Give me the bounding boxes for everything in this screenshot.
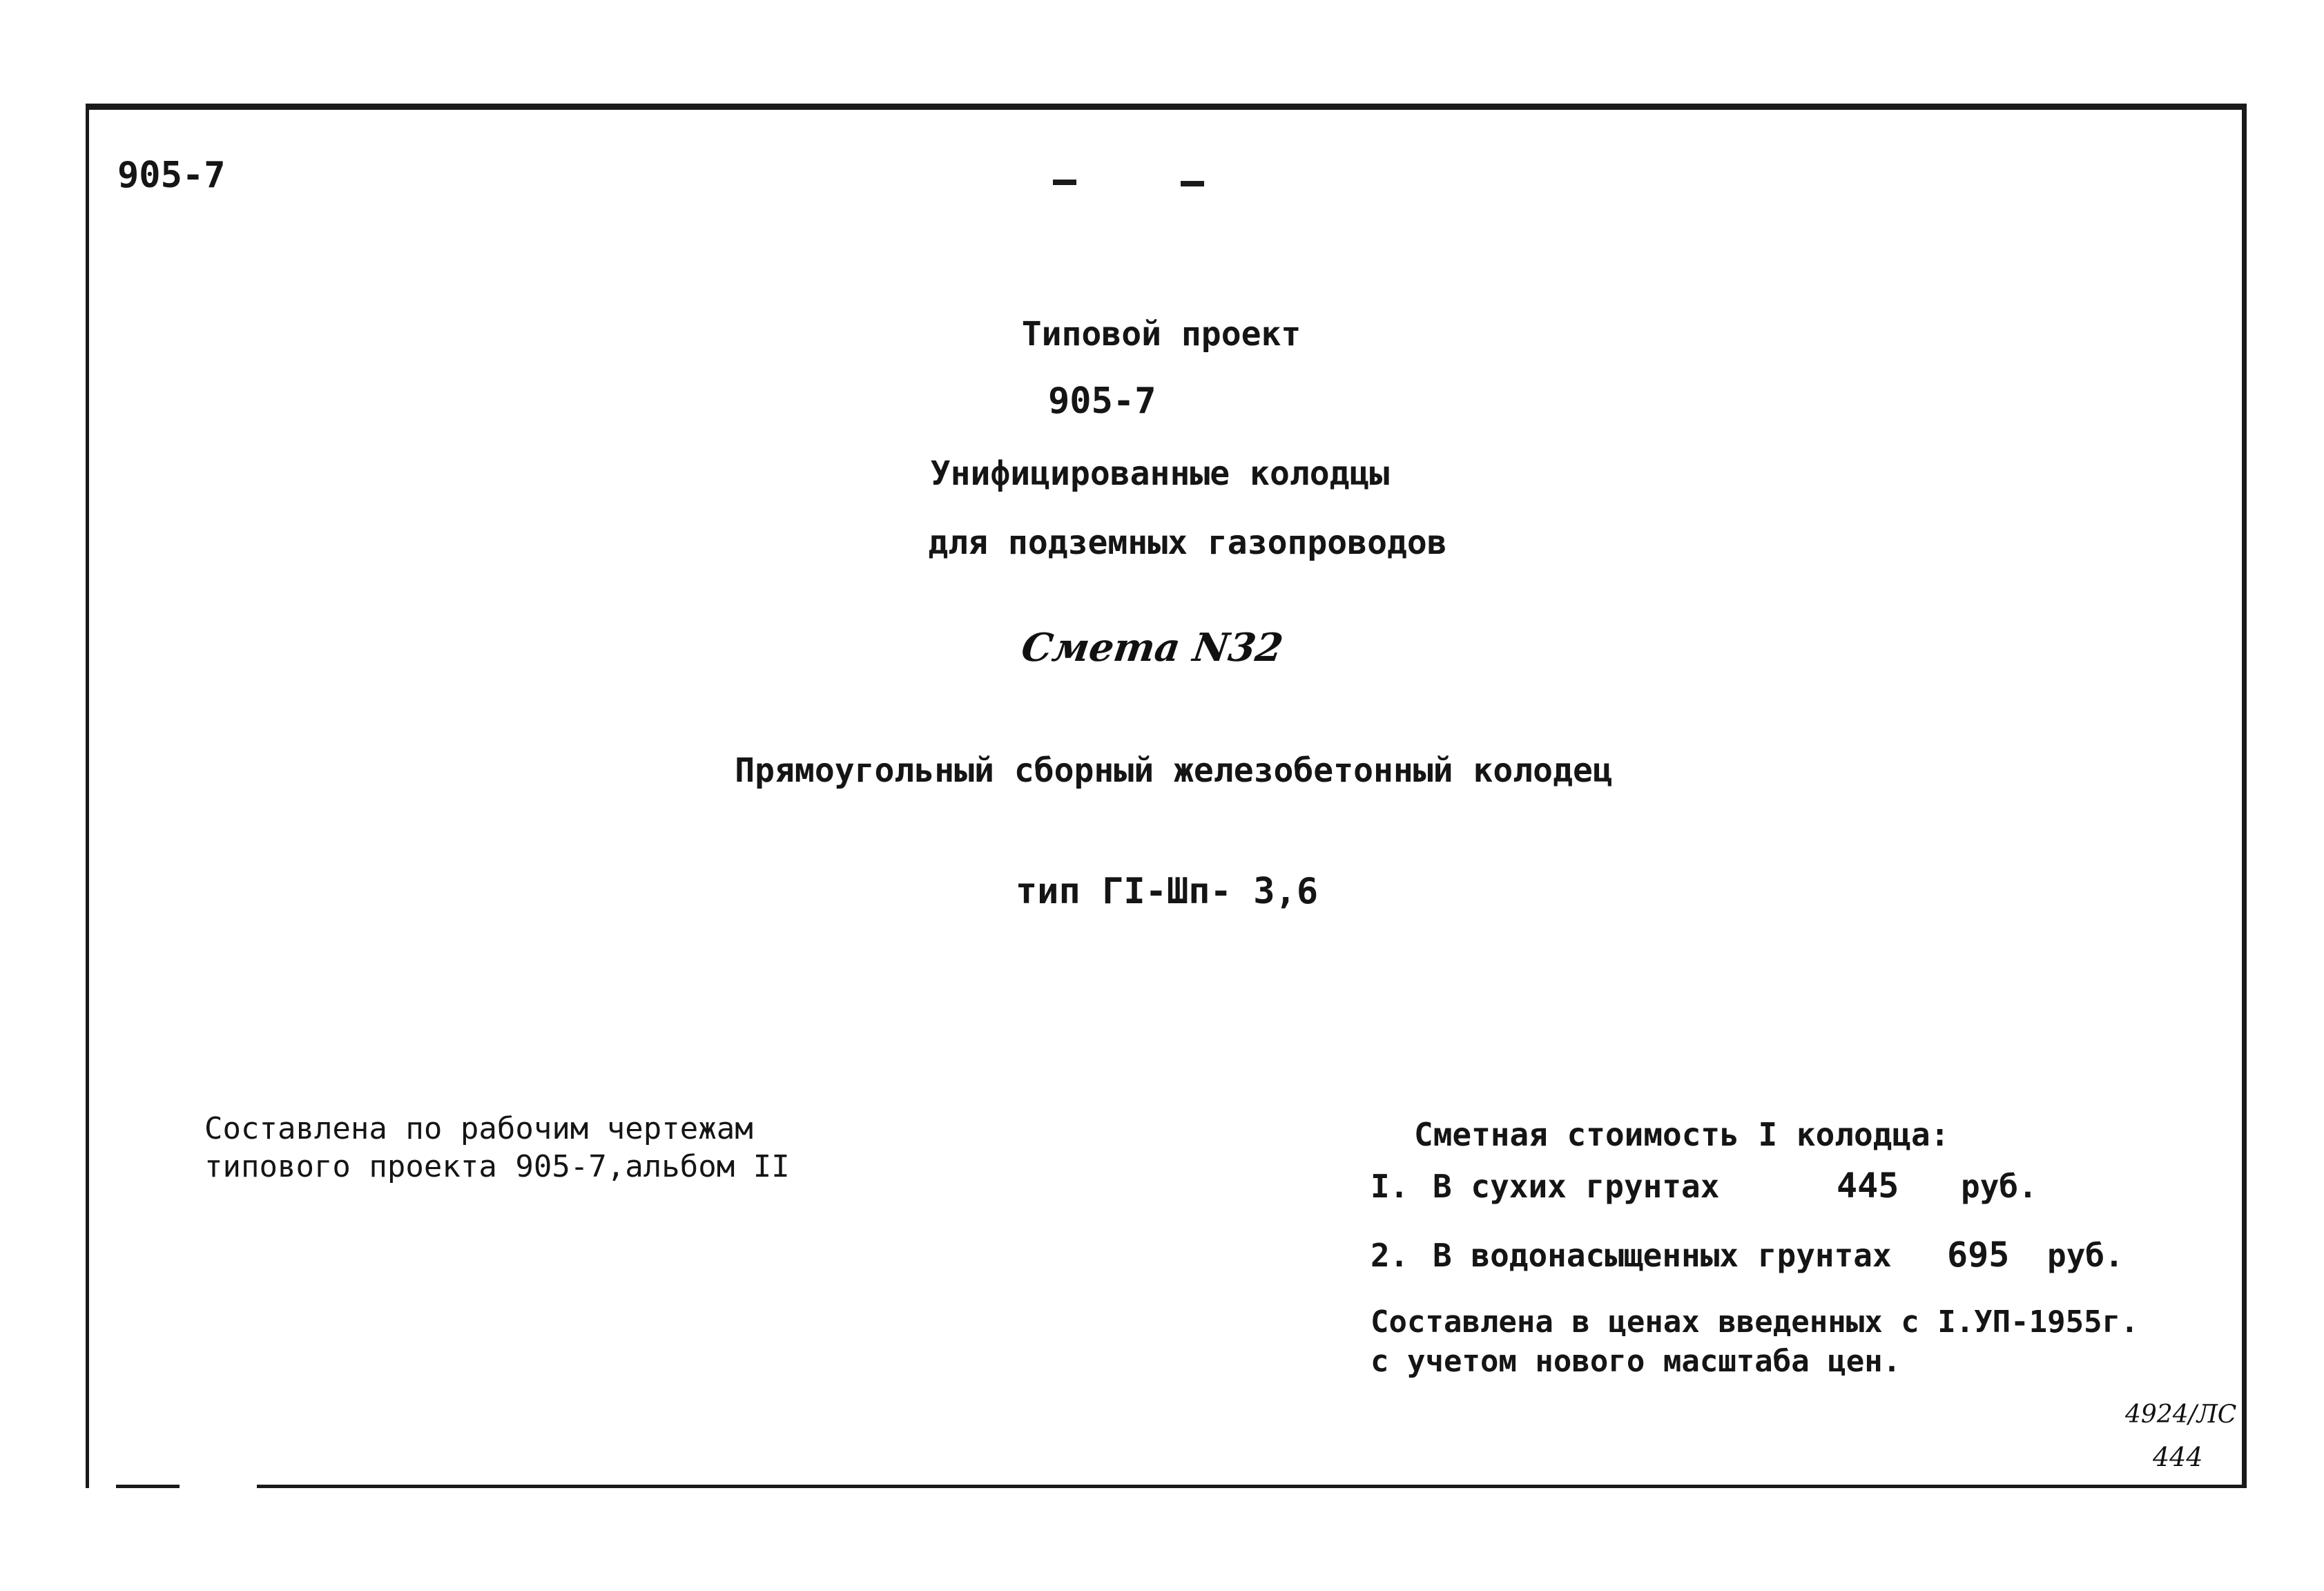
bottom-border-right — [257, 1485, 2244, 1488]
title-line-4: для подземных газопроводов — [928, 523, 1447, 562]
cost-item-2-number: 2. — [1371, 1237, 1409, 1274]
cost-item-1-unit: руб. — [1961, 1168, 2037, 1205]
cost-item-1-label: В сухих грунтах — [1433, 1168, 1720, 1205]
cost-item-2-value: 695 — [1947, 1235, 2010, 1275]
project-code: 905-7 — [117, 155, 226, 196]
object-type: тип ГI-Шп- 3,6 — [1015, 871, 1319, 912]
sheet-number: 444 — [2153, 1442, 2203, 1472]
prices-note-line-1: Составлена в ценах введенных с I.УП-1955г. — [1371, 1304, 2139, 1340]
title-line-2: 905-7 — [1048, 380, 1156, 422]
title-line-1: Типовой проект — [1021, 315, 1301, 354]
cost-item-1-value: 445 — [1837, 1166, 1899, 1206]
object-name: Прямоугольный сборный железобетонный колодец — [735, 751, 1613, 790]
cost-item-2-label: В водонасыщенных грунтах — [1433, 1237, 1892, 1274]
cost-heading: Сметная стоимость I колодца: — [1414, 1116, 1950, 1153]
header-mark-left — [1053, 180, 1076, 185]
prices-note-line-2: с учетом нового масштаба цен. — [1371, 1344, 1901, 1379]
document-border — [86, 104, 2247, 1488]
compiled-from-line-1: Составлена по рабочим чертежам — [204, 1111, 753, 1146]
bottom-border-left — [116, 1485, 180, 1488]
cost-item-2-unit: руб. — [2047, 1237, 2124, 1274]
compiled-from-line-2: типового проекта 905-7,альбом II — [204, 1149, 790, 1184]
inventory-number: 4924/ЛС — [2125, 1400, 2237, 1429]
header-mark-right — [1181, 181, 1204, 186]
estimate-label: Смета N32 — [1018, 625, 1286, 671]
cost-item-1-number: I. — [1371, 1168, 1409, 1205]
title-line-3: Унифицированные колодцы — [930, 454, 1390, 493]
